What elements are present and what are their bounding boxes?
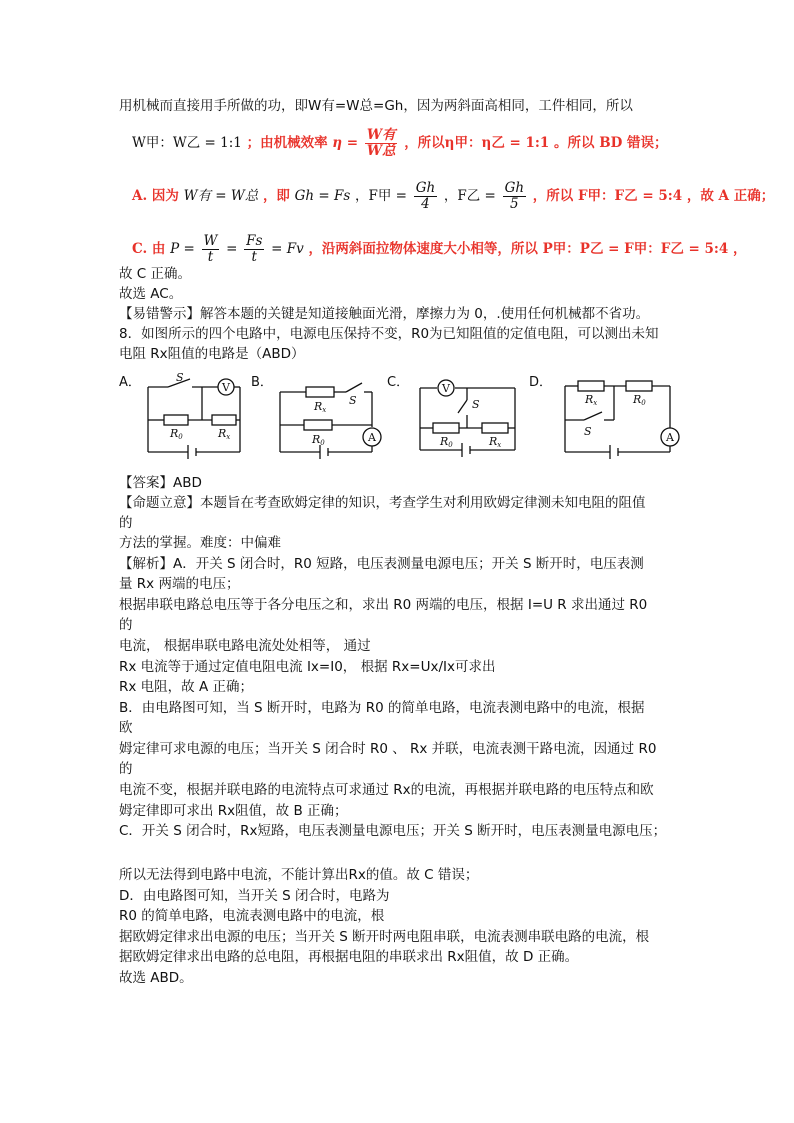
gh-fs-equation: Gh = Fs bbox=[294, 188, 351, 204]
eta-symbol: η = bbox=[332, 135, 359, 151]
text-line-16: Rx 电流等于通过定值电阻电流 Ix=I0， 根据 Rx=Ux/Ix可求出 bbox=[119, 659, 496, 675]
resistor-rx-label-c: Rx bbox=[489, 435, 502, 449]
fs-numerator: Fs bbox=[246, 233, 263, 249]
t2-denominator: t bbox=[251, 249, 257, 265]
text-line-22: 电流不变，根据并联电路的电流特点可求通过 Rx的电流，再根据并联电路的电压特点和欧 bbox=[119, 782, 654, 798]
ammeter-icon-b: A bbox=[368, 431, 376, 444]
text-line-8: 【命题立意】本题旨在考查欧姆定律的知识，考查学生对利用欧姆定律测未知电阻的阻值 bbox=[119, 495, 646, 511]
f-yi-label: ，F乙 = bbox=[443, 188, 496, 204]
option-label-b: B． bbox=[251, 375, 273, 390]
resistor-rx-label-d: Rx bbox=[585, 393, 598, 407]
switch-label-a: S bbox=[176, 371, 184, 384]
power-symbol: P = bbox=[170, 241, 195, 257]
text-line-4: 【易错警示】解答本题的关键是知道接触面光滑，摩擦力为 0，.使用任何机械都不省功。 bbox=[119, 306, 650, 322]
efficiency-label: ；由机械效率 bbox=[246, 135, 328, 151]
text-line-5: 8．如图所示的四个电路中，电源电压保持不变，R0为已知阻值的定值电阻，可以测出未知 bbox=[119, 326, 659, 342]
option-label-d: D． bbox=[529, 375, 553, 390]
eta-denominator: W总 bbox=[366, 143, 396, 159]
voltmeter-icon: V bbox=[222, 381, 230, 394]
text-line-9: 的 bbox=[119, 515, 133, 531]
text-line-2: 故 C 正确。 bbox=[119, 266, 192, 282]
circuit-diagrams bbox=[0, 0, 794, 470]
t-denominator: t bbox=[207, 249, 214, 265]
f-yi-denominator: 5 bbox=[510, 196, 519, 212]
w-numerator: W bbox=[203, 233, 218, 249]
resistor-r0-label-b: R0 bbox=[312, 433, 325, 447]
option-c-intro: C. 由 bbox=[132, 241, 166, 257]
text-line-27: R0 的简单电路，电流表测电路中的电流，根 bbox=[119, 908, 385, 924]
text-line-13: 根据串联电路总电压等于各分电压之和，求出 R0 两端的电压，根据 I=U R 求出通过 R0 bbox=[119, 597, 648, 613]
text-line-24: C．开关 S 闭合时，Rx短路，电压表测量电源电压；开关 S 断开时，电压表测量电源电压； bbox=[119, 823, 667, 839]
connector-text: ，即 bbox=[262, 188, 290, 204]
text-line-29: 据欧姆定律求出电路的总电阻，再根据电阻的串联求出 Rx阻值，故 D 正确。 bbox=[119, 949, 579, 965]
text-line-19: 欧 bbox=[119, 720, 133, 736]
switch-label-b: S bbox=[349, 394, 357, 407]
text-line-21: 的 bbox=[119, 761, 133, 777]
resistor-r0-label-c: R0 bbox=[440, 435, 453, 449]
force-ratio-conclusion: ，所以 F甲：F乙 = 5:4 ，故 A 正确； bbox=[532, 188, 775, 204]
text-line-15: 电流， 根据串联电路电流处处相等， 通过 bbox=[119, 638, 371, 654]
work-equality: W有 = W总 bbox=[183, 188, 259, 204]
text-line-17: Rx 电阻，故 A 正确； bbox=[119, 679, 253, 695]
text-line-1: 用机械而直接用手所做的功，即W有=W总=Gh，因为两斜面高相同，工件相同，所以 bbox=[119, 98, 633, 114]
text-line-20: 姆定律可求电源的电压；当开关 S 闭合时 R0 、 Rx 并联，电流表测干路电流，因通过 R0 bbox=[119, 741, 657, 757]
power-ratio-conclusion: ，沿两斜面拉物体速度大小相等，所以 P甲：P乙 = F甲：F乙 = 5:4 ， bbox=[308, 241, 747, 257]
resistor-r0-label-a: R0 bbox=[170, 427, 183, 441]
text-line-30: 故选 ABD。 bbox=[119, 970, 193, 986]
text-line-3: 故选 AC。 bbox=[119, 286, 183, 302]
f-jia-numerator: Gh bbox=[415, 180, 436, 196]
f-jia-denominator: 4 bbox=[421, 196, 430, 212]
text-line-23: 姆定律即可求出 Rx阻值，故 B 正确； bbox=[119, 803, 348, 819]
efficiency-conclusion: ，所以η甲：η乙 = 1:1 。所以 BD 错误； bbox=[404, 135, 668, 151]
switch-label-d: S bbox=[584, 425, 592, 438]
text-line-25: 所以无法得到电路中电流，不能计算出Rx的值。故 C 错误； bbox=[119, 867, 479, 883]
circuit-d bbox=[565, 381, 670, 459]
f-yi-numerator: Gh bbox=[504, 180, 525, 196]
text-line-18: B．由电路图可知，当 S 断开时，电路为 R0 的简单电路，电流表测电路中的电流，根据 bbox=[119, 700, 645, 716]
text-line-10: 方法的掌握。难度：中偏难 bbox=[119, 535, 281, 551]
text-line-14: 的 bbox=[119, 617, 133, 633]
text-line-6: 电阻 Rx阻值的电路是（ABD） bbox=[119, 346, 305, 362]
option-a-intro: A. 因为 bbox=[132, 188, 179, 204]
resistor-rx-label-a: Rx bbox=[218, 427, 231, 441]
eta-numerator: W有 bbox=[366, 127, 396, 143]
resistor-r0-label-d: R0 bbox=[633, 393, 646, 407]
text-line-28: 据欧姆定律求出电源的电压；当开关 S 断开时两电阻串联，电流表测串联电路的电流，根 bbox=[119, 929, 650, 945]
switch-label-c: S bbox=[472, 398, 480, 411]
ammeter-icon-d: A bbox=[666, 431, 674, 444]
text-line-7: 【答案】ABD bbox=[119, 475, 202, 491]
circuit-b bbox=[280, 383, 372, 459]
work-ratio: W甲：W乙 = 1:1 bbox=[132, 135, 242, 151]
voltmeter-icon-c: V bbox=[442, 382, 450, 395]
text-line-26: D．由电路图可知，当开关 S 闭合时，电路为 bbox=[119, 888, 390, 904]
f-jia-label: ，F甲 = bbox=[355, 188, 407, 204]
equals-sign: = bbox=[226, 241, 238, 257]
option-label-c: C． bbox=[387, 375, 410, 390]
text-line-12: 量 Rx 两端的电压； bbox=[119, 576, 240, 592]
text-line-11: 【解析】A．开关 S 闭合时，R0 短路，电压表测量电源电压；开关 S 断开时，电压表测 bbox=[119, 556, 644, 572]
resistor-rx-label-b: Rx bbox=[314, 400, 327, 414]
option-label-a: A． bbox=[119, 375, 141, 390]
fv-term: = Fv bbox=[271, 241, 304, 257]
